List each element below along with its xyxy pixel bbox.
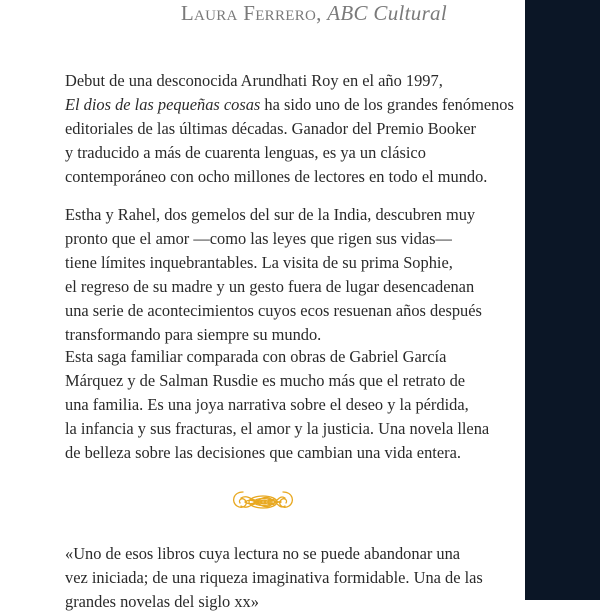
text-line: una familia. Es una joya narrativa sobre el deseo y la pérdida, — [65, 395, 469, 414]
dark-side-band — [525, 0, 600, 600]
text-line: el regreso de su madre y un gesto fuera de lugar desencadenan — [65, 277, 475, 296]
text-line: transformando para siempre su mundo. — [65, 325, 322, 344]
text-line: Márquez y de Salman Rusdie es mucho más que el retrato de — [65, 371, 466, 390]
text-line: grandes novelas del siglo xx» — [65, 592, 259, 611]
text-line: editoriales de las últimas décadas. Ganador del Premio Booker — [65, 119, 477, 138]
text-line: vez iniciada; de una riqueza imaginativa formidable. Una de las — [65, 568, 483, 587]
text-line: «Uno de esos libros cuya lectura no se puede abandonar una — [65, 544, 461, 563]
synopsis-paragraph-3 — [65, 345, 525, 465]
text-line: El dios de las pequeñas cosas ha sido uno de los grandes fenómenos — [65, 95, 514, 114]
text-line: tiene límites inquebrantables. La visita de su prima Sophie, — [65, 253, 453, 272]
text-line: de belleza sobre las decisiones que cambian una vida entera. — [65, 443, 461, 462]
review-attribution — [181, 0, 447, 26]
text-line: Estha y Rahel, dos gemelos del sur de la India, descubren muy — [65, 205, 476, 224]
synopsis-paragraph-2 — [65, 203, 525, 347]
synopsis-paragraph-1 — [65, 69, 525, 189]
text-line: una serie de acontecimientos cuyos ecos resuenan años después — [65, 301, 482, 320]
text-line: la infancia y sus fracturas, el amor y la justicia. Una novela llena — [65, 419, 490, 438]
text-line: y traducido a más de cuarenta lenguas, es ya un clásico — [65, 143, 426, 162]
text-line: contemporáneo con ocho millones de lectores en todo el mundo. — [65, 167, 488, 186]
attribution-source: ABC Cultural — [327, 1, 447, 25]
text-line: Esta saga familiar comparada con obras de Gabriel García — [65, 347, 447, 366]
review-quote — [65, 542, 525, 614]
text-line: Debut de una desconocida Arundhati Roy en el año 1997, — [65, 71, 443, 90]
flourish-ornament-icon — [229, 484, 297, 518]
attribution-author: Laura Ferrero, — [180, 1, 322, 25]
text-line: pronto que el amor —como las leyes que rigen sus vidas— — [65, 229, 452, 248]
book-title: El dios de las pequeñas cosas — [65, 95, 261, 114]
